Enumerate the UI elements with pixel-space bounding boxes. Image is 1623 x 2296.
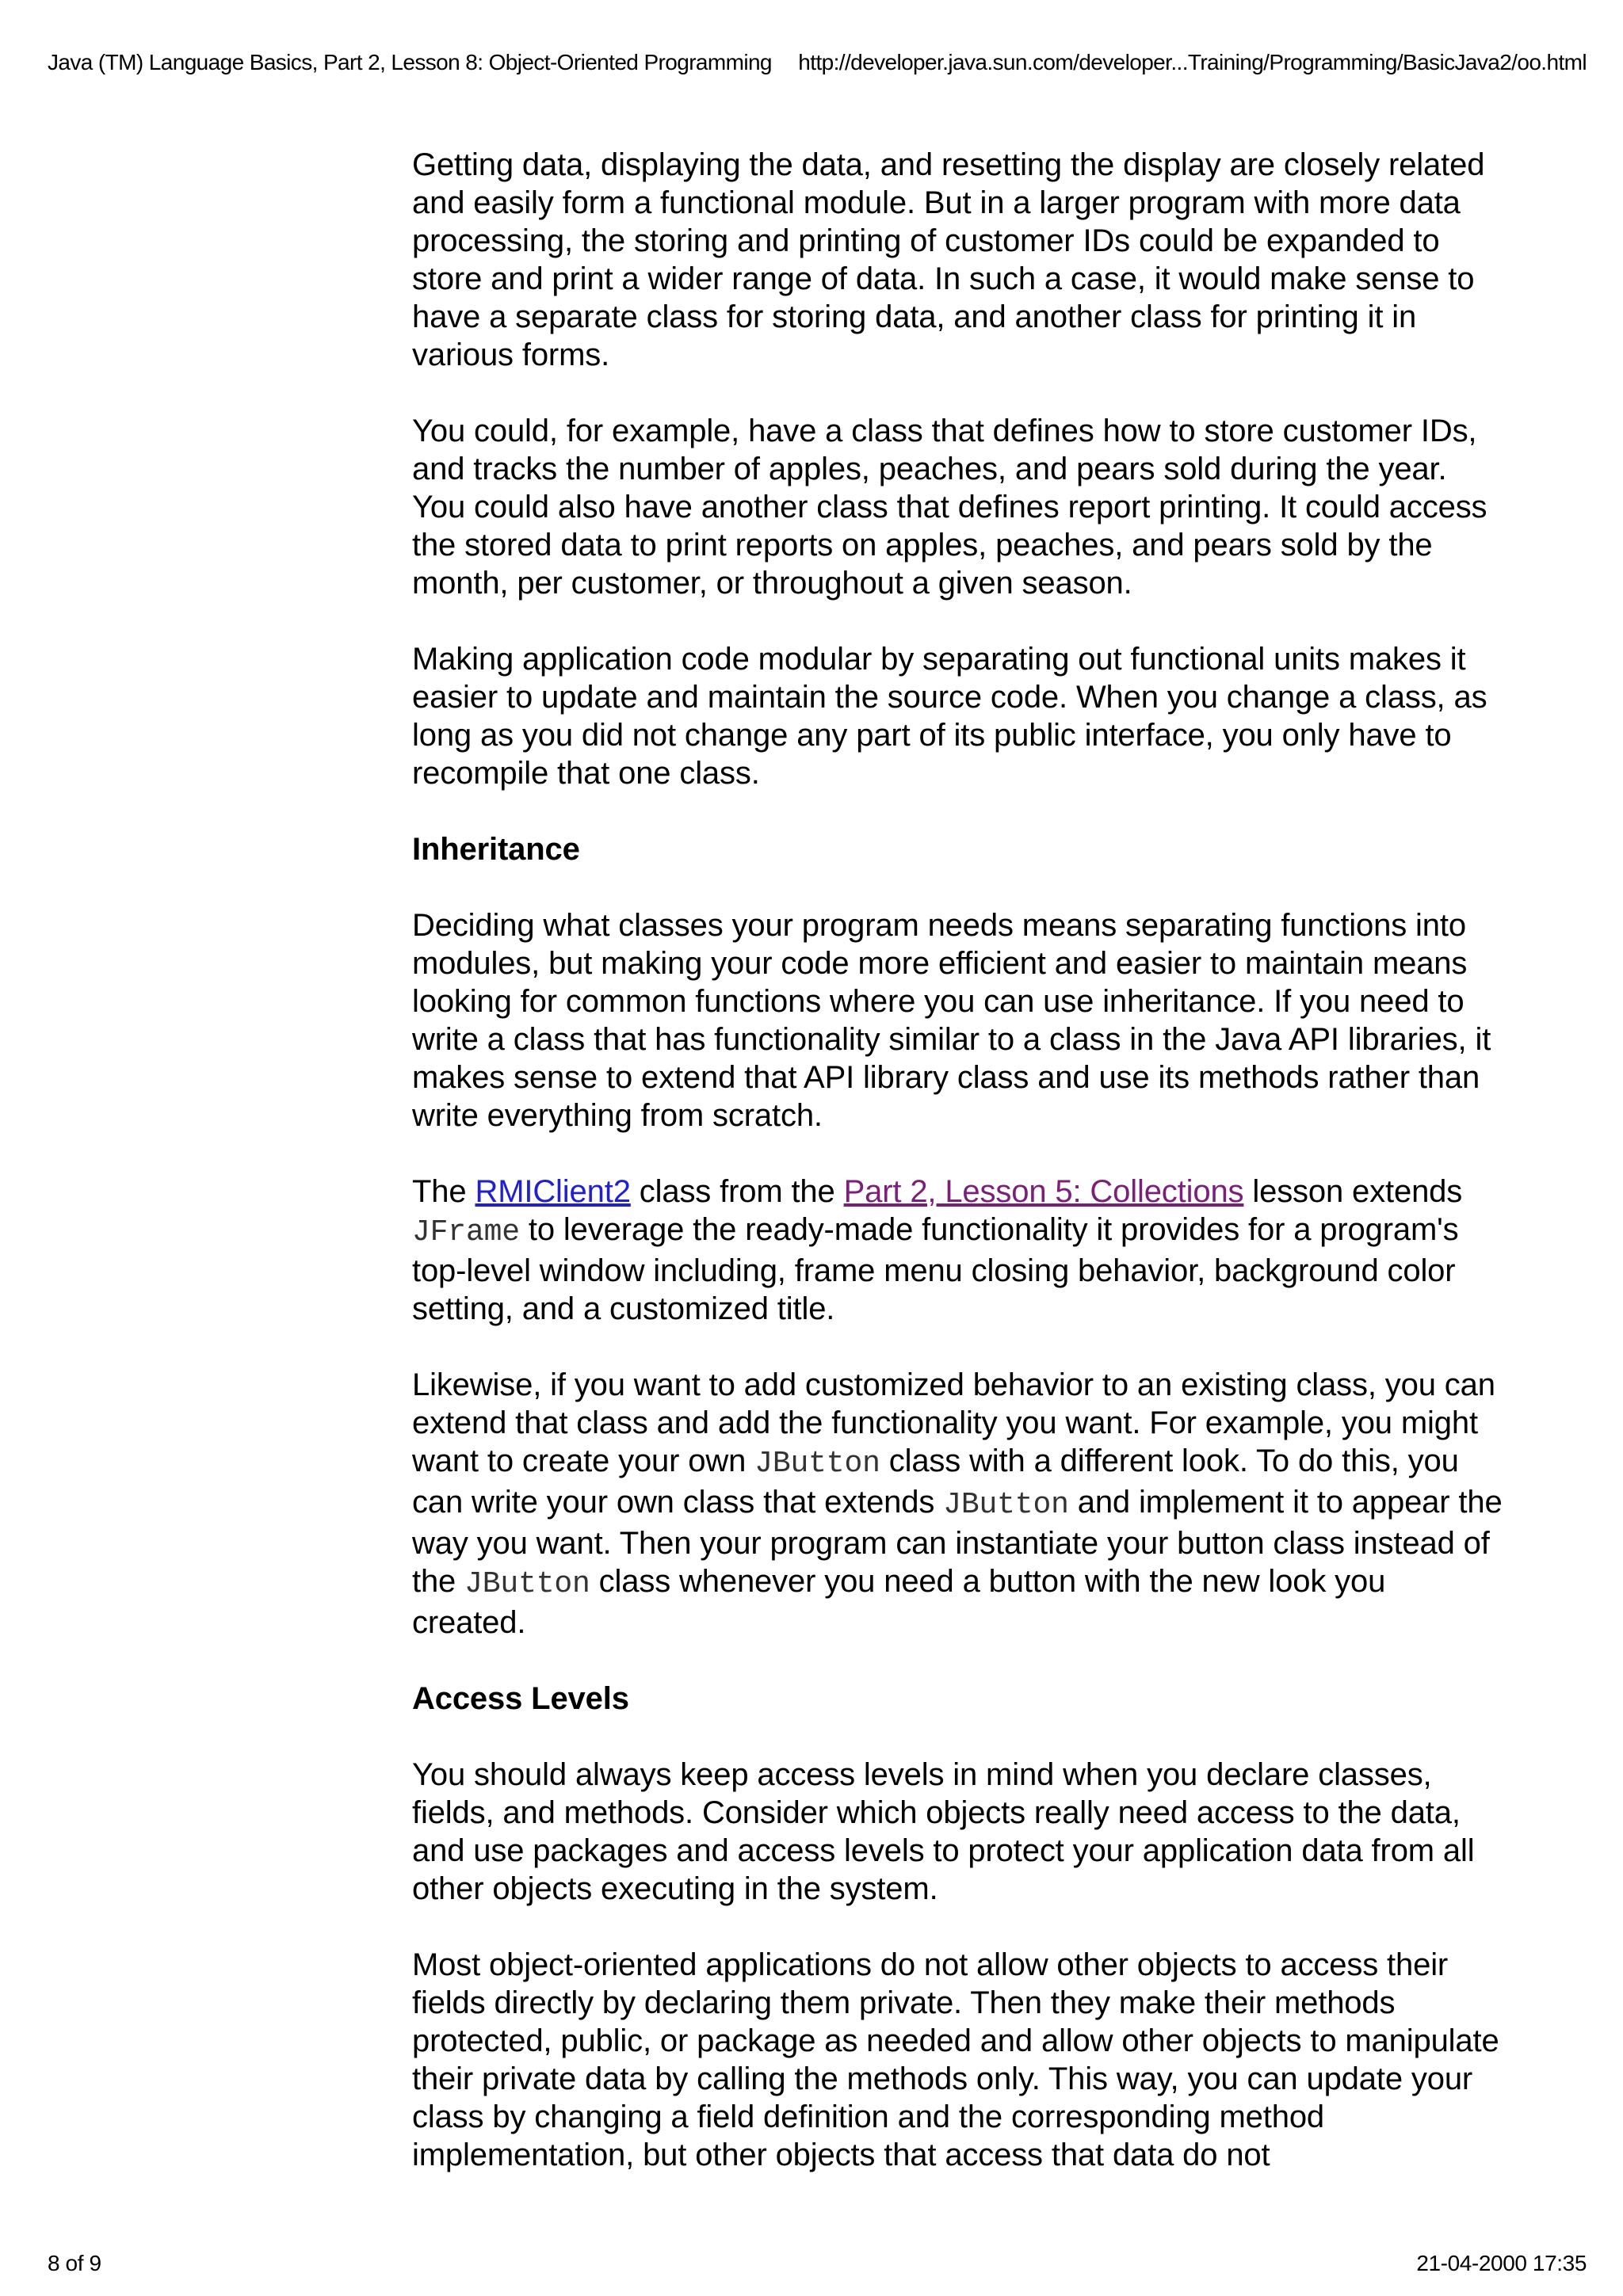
print-datetime: 21-04-2000 17:35 xyxy=(1416,2251,1587,2275)
paragraph: You could, for example, have a class that defines how to store customer IDs, and tracks the number of apples, peaches, and pears sold during the year. You could also have another class that defines report printing. It could access the stored data to print reports on apples, peaches, and pears sold by the month, per customer, or throughout a given season. xyxy=(412,414,1487,601)
rmiclient2-link[interactable]: RMIClient2 xyxy=(475,1174,631,1209)
paragraph xyxy=(412,1173,1506,1328)
paragraph: Making application code modular by separating out functional units makes it easier to update and maintain the source code. When you change a class, as long as you did not change any part of its public interface, you only have to recompile that one class. xyxy=(412,642,1487,791)
paragraph: Most object-oriented applications do not allow other objects to access their fields directly by declaring them private. Then they make their methods protected, public, or package as needed and allow other objects to manipulate their private data by calling the methods only. This way, you can update your class by changing a field definition and the corresponding method implementation, but other objects that access that data do not xyxy=(412,1947,1499,2172)
text: The xyxy=(412,1174,475,1209)
page-url: http://developer.java.sun.com/developer...Training/Programming/BasicJava2/oo.html xyxy=(798,50,1587,74)
collections-lesson-link[interactable]: Part 2, Lesson 5: Collections xyxy=(843,1174,1244,1209)
paragraph: Deciding what classes your program needs means separating functions into modules, but making your code more efficient and easier to maintain means looking for common functions where you can use inheritance. If you need to write a class that has functionality similar to a class in the Java API libraries, it makes sense to extend that API library class and use its methods rather than write everything from scratch. xyxy=(412,908,1491,1133)
paragraph: You should always keep access levels in mind when you declare classes, fields, and methods. Consider which objects really need access to the data, and use packages and access levels to protect your application data from all other objects executing in the system. xyxy=(412,1757,1475,1906)
page-number: 8 of 9 xyxy=(48,2251,101,2275)
text: class with a different look. To do this, you can write your own class that extends xyxy=(412,1444,1459,1520)
section-heading-inheritance: Inheritance xyxy=(412,832,580,867)
text: to leverage the ready-made functionality it provides for a program's top-level window including, frame menu closing behavior, background color setting, and a customized title. xyxy=(412,1212,1459,1326)
print-header xyxy=(48,49,1587,76)
code-jbutton: JButton xyxy=(464,1567,590,1601)
code-jbutton: JButton xyxy=(943,1488,1069,1522)
text: class whenever you need a button with the new look you created. xyxy=(412,1564,1386,1640)
section-heading-access-levels: Access Levels xyxy=(412,1681,629,1716)
page-title: Java (TM) Language Basics, Part 2, Lesson 8: Object-Oriented Programming xyxy=(48,50,772,74)
paragraph: Getting data, displaying the data, and resetting the display are closely related and easily form a functional module. But in a larger program with more data processing, the storing and printing of customer IDs could be expanded to store and print a wider range of data. In such a case, it would make sense to have a separate class for storing data, and another class for printing it in various forms. xyxy=(412,147,1485,372)
text: lesson extends xyxy=(1243,1174,1463,1209)
text: and implement it to appear the way you want. Then your program can instantiate your button class instead of the xyxy=(412,1485,1503,1599)
code-jbutton: JButton xyxy=(754,1447,880,1481)
print-footer xyxy=(48,2250,1587,2277)
paragraph xyxy=(412,1366,1506,1642)
text: class from the xyxy=(630,1174,844,1209)
code-jframe: JFrame xyxy=(412,1215,520,1249)
article-body xyxy=(412,146,1506,2212)
text: Likewise, if you want to add customized behavior to an existing class, you can extend that class and add the functionality you want. For example, you might want to create your own xyxy=(412,1367,1495,1478)
